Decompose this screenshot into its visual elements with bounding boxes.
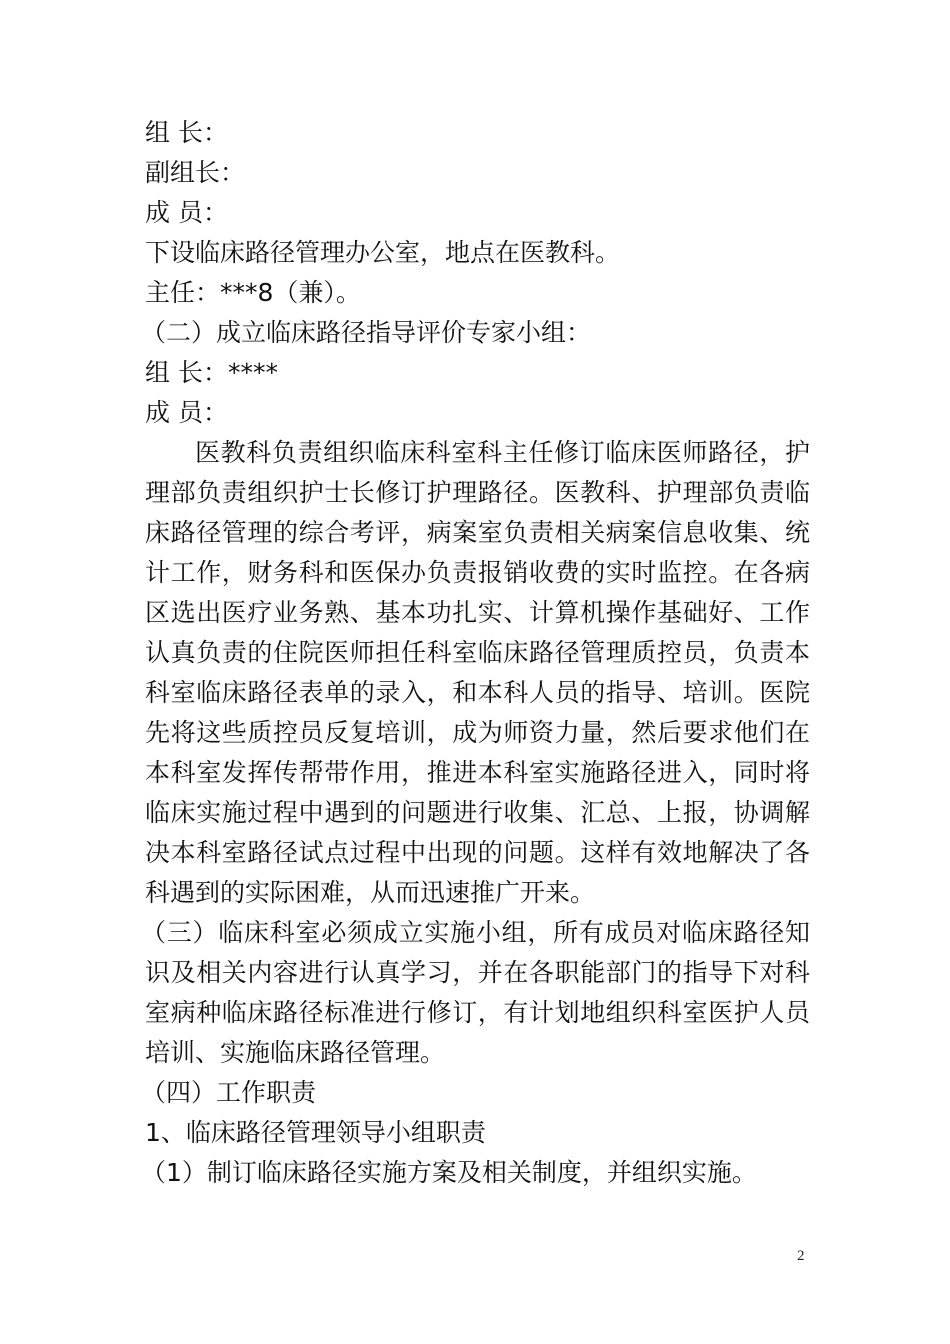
section-3-paragraph: （三）临床科室必须成立实施小组，所有成员对临床路径知识及相关内容进行认真学习，并在各职能部门的指导下对科室病种临床路径标准进行修订，有计划地组织科室医护人员培训、实施临床路径管理。 <box>141 918 810 1067</box>
expert-members-line: 成 员： <box>145 398 228 427</box>
deputy-leader-line: 副组长： <box>145 158 246 187</box>
leader-line: 组 长： <box>145 118 228 147</box>
page-number: 2 <box>797 1248 805 1264</box>
director-line: 主任：***8（兼）。 <box>145 278 361 307</box>
section-4-heading: （四）工作职责 <box>141 1078 317 1107</box>
item-1-heading: 1、临床路径管理领导小组职责 <box>145 1118 486 1147</box>
responsibility-paragraph: 医教科负责组织临床科室科主任修订临床医师路径，护理部负责组织护士长修订护理路径。医教科、护理部负责临床路径管理的综合考评，病案室负责相关病案信息收集、统计工作，财务科和医保办负责报销收费的实时监控。在各病区选出医疗业务熟、基本功扎实、计算机操作基础好、工作认真负责的住院医师担任科室临床路径管理质控员，负责本科室临床路径表单的录入，和本科人员的指导、培训。医院先将这些质控员反复培训，成为师资力量，然后要求他们在本科室发挥传帮带作用，推进本科室实施路径进入，同时将临床实施过程中遇到的问题进行收集、汇总、上报，协调解决本科室路径试点过程中出现的问题。这样有效地解决了各科遇到的实际困难，从而迅速推广开来。 <box>145 438 810 907</box>
expert-leader-line: 组 长：**** <box>145 358 278 387</box>
section-2-heading: （二）成立临床路径指导评价专家小组： <box>141 318 592 347</box>
item-1-1-text: （1）制订临床路径实施方案及相关制度，并组织实施。 <box>141 1158 757 1187</box>
office-line: 下设临床路径管理办公室，地点在医教科。 <box>145 238 621 267</box>
members-line: 成 员： <box>145 198 228 227</box>
document-body <box>141 113 810 1193</box>
